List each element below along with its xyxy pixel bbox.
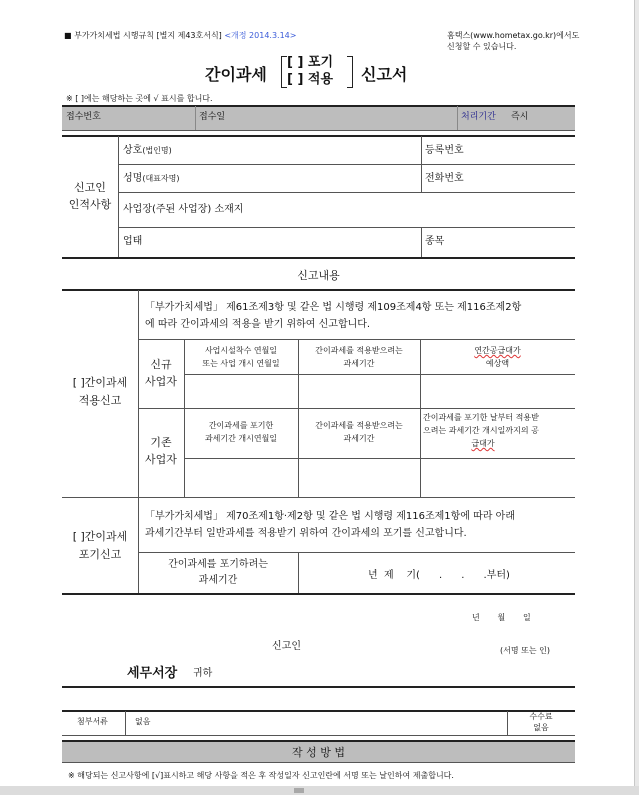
new-start-date-header	[184, 344, 298, 370]
phone-number-field[interactable]: 전화번호	[425, 173, 464, 184]
new-start-date-header-1: 사업시설착수 연월일	[204, 346, 278, 355]
apply-statement-line-1: 「부가가치세법」 제61조제3항 및 같은 법 시행령 제109조제4항 또는 제116조제2항	[145, 302, 522, 313]
existing-supply-input[interactable]	[421, 459, 574, 496]
waive-period-input[interactable]: 년 제 기( . . .부터)	[368, 570, 510, 581]
signature-placeholder[interactable]: (서명 또는 인)	[500, 646, 550, 655]
existing-period-header-2: 과세기간	[343, 434, 375, 443]
notice-line-1: 홈택스(www.hometax.go.kr)에서도	[447, 31, 580, 40]
existing-waive-date-header	[184, 419, 298, 445]
existing-waive-date-header-2: 과세기간 개시연월일	[204, 434, 278, 443]
existing-supply-header-1: 간이과세를 포기한 날부터 적용받	[423, 413, 539, 422]
fee-box	[507, 711, 575, 733]
applicant-section-label	[62, 179, 118, 213]
apply-label-2: 적용신고	[78, 394, 122, 407]
regulation-line	[64, 30, 296, 41]
title-bracket-right	[347, 56, 353, 88]
content-title: 신고내용	[297, 269, 340, 282]
registration-number-field[interactable]: 등록번호	[425, 145, 464, 156]
method-title: 작 성 방 법	[292, 746, 345, 759]
existing-supply-header-3: 급대가	[471, 439, 495, 448]
apply-statement-line-2: 에 따라 간이과세의 적용을 받기 위하여 신고합니다.	[145, 319, 371, 330]
existing-waive-date-input[interactable]	[185, 459, 297, 496]
hometax-notice	[447, 30, 579, 52]
new-period-header-1: 간이과세를 적용받으려는	[315, 346, 403, 355]
waive-period-label-2: 과세기간	[198, 575, 238, 586]
new-business-label-2: 사업자	[145, 375, 177, 388]
business-address-field[interactable]: 사업장(주된 사업장) 소재지	[123, 204, 244, 215]
existing-business-label	[138, 434, 184, 468]
title-left: 간이과세	[205, 65, 267, 84]
scrollbar-thumb[interactable]	[294, 788, 304, 793]
title-option-apply: [ ] 적용	[287, 72, 334, 87]
title-right: 신고서	[361, 65, 408, 84]
applicant-signature-label: 신고인	[272, 641, 301, 652]
business-name-note: (법인명)	[142, 146, 172, 155]
existing-waive-date-header-1: 간이과세를 포기한	[208, 421, 274, 430]
waive-label-2: 포기신고	[78, 548, 122, 561]
attachments-value: 없음	[135, 717, 151, 726]
fee-label: 수수료	[529, 712, 553, 721]
new-business-label-1: 신규	[150, 358, 172, 371]
existing-period-input[interactable]	[299, 459, 419, 496]
applicant-label-2: 인적사항	[68, 198, 112, 211]
business-item-field[interactable]: 종목	[425, 236, 445, 247]
reception-number-label: 접수번호	[66, 112, 101, 122]
business-name-label: 상호	[123, 145, 143, 156]
new-business-label	[138, 356, 184, 390]
new-supply-input[interactable]	[421, 375, 574, 407]
existing-business-label-1: 기존	[150, 436, 172, 449]
fee-value: 없음	[533, 723, 549, 732]
existing-supply-header-2: 으려는 과세기간 개시일까지의 공	[423, 426, 539, 435]
horizontal-scrollbar[interactable]	[0, 786, 639, 795]
waive-period-label-1: 간이과세를 포기하려는	[168, 559, 268, 570]
new-supply-header-2: 예상액	[485, 359, 510, 368]
signature-date[interactable]: 년 월 일	[472, 613, 531, 622]
new-supply-header-1: 연간공급대가	[474, 346, 521, 355]
apply-section-label[interactable]	[62, 374, 138, 410]
waive-section-label[interactable]	[62, 528, 138, 564]
representative-name-label: 성명	[123, 173, 143, 184]
title-options	[287, 54, 333, 88]
check-instruction: ※ [ ]에는 해당하는 곳에 √ 표시를 합니다.	[66, 94, 213, 103]
apply-statement	[145, 299, 521, 333]
waive-statement-line-1: 「부가가치세법」 제70조제1항·제2항 및 같은 법 시행령 제116조제1항에 따라 아래	[145, 511, 515, 522]
existing-period-header	[298, 419, 420, 445]
reception-date-label: 접수일	[199, 112, 226, 122]
waive-statement-line-2: 과세기간부터 일반과세를 적용받기 위하여 간이과세의 포기를 신고합니다.	[145, 528, 467, 539]
tax-office-chief: 세무서장	[127, 666, 178, 681]
regulation-text: ■ 부가가치세법 시행규칙 [별지 제43호서식]	[64, 31, 225, 40]
attachments-label: 첨부서류	[77, 717, 108, 726]
new-start-date-input[interactable]	[185, 375, 297, 407]
reception-row	[62, 106, 575, 130]
new-period-input[interactable]	[299, 375, 419, 407]
applicant-label-1: 신고인	[74, 181, 106, 194]
honorific: 귀하	[193, 668, 213, 679]
waive-label-1: [ ]간이과세	[72, 530, 128, 543]
business-name-field[interactable]	[123, 141, 172, 156]
notice-line-2: 신청할 수 있습니다.	[447, 42, 517, 51]
new-period-header	[298, 344, 420, 370]
new-supply-header	[420, 344, 575, 370]
processing-period-label: 처리기간	[461, 112, 496, 122]
business-type-field[interactable]: 업태	[123, 236, 143, 247]
footer-note: ※ 해당되는 신고사항에 [√]표시하고 해당 사항을 적은 후 작성일자 신고인란에 서명 또는 날인하여 제출합니다.	[68, 771, 454, 780]
revision-text: <개정 2014.3.14>	[224, 31, 297, 40]
waive-period-label	[138, 557, 298, 589]
processing-period-value: 즉시	[511, 112, 529, 122]
waive-statement	[145, 508, 515, 542]
representative-name-note: (대표자명)	[142, 174, 180, 183]
representative-name-field[interactable]	[123, 169, 179, 184]
existing-period-header-1: 간이과세를 적용받으려는	[315, 421, 403, 430]
existing-business-label-2: 사업자	[145, 453, 177, 466]
new-period-header-2: 과세기간	[343, 359, 375, 368]
new-start-date-header-2: 또는 사업 개시 연월일	[202, 359, 280, 368]
apply-label-1: [ ]간이과세	[72, 376, 128, 389]
existing-supply-header	[423, 411, 575, 450]
title-option-waive: [ ] 포기	[287, 55, 334, 70]
